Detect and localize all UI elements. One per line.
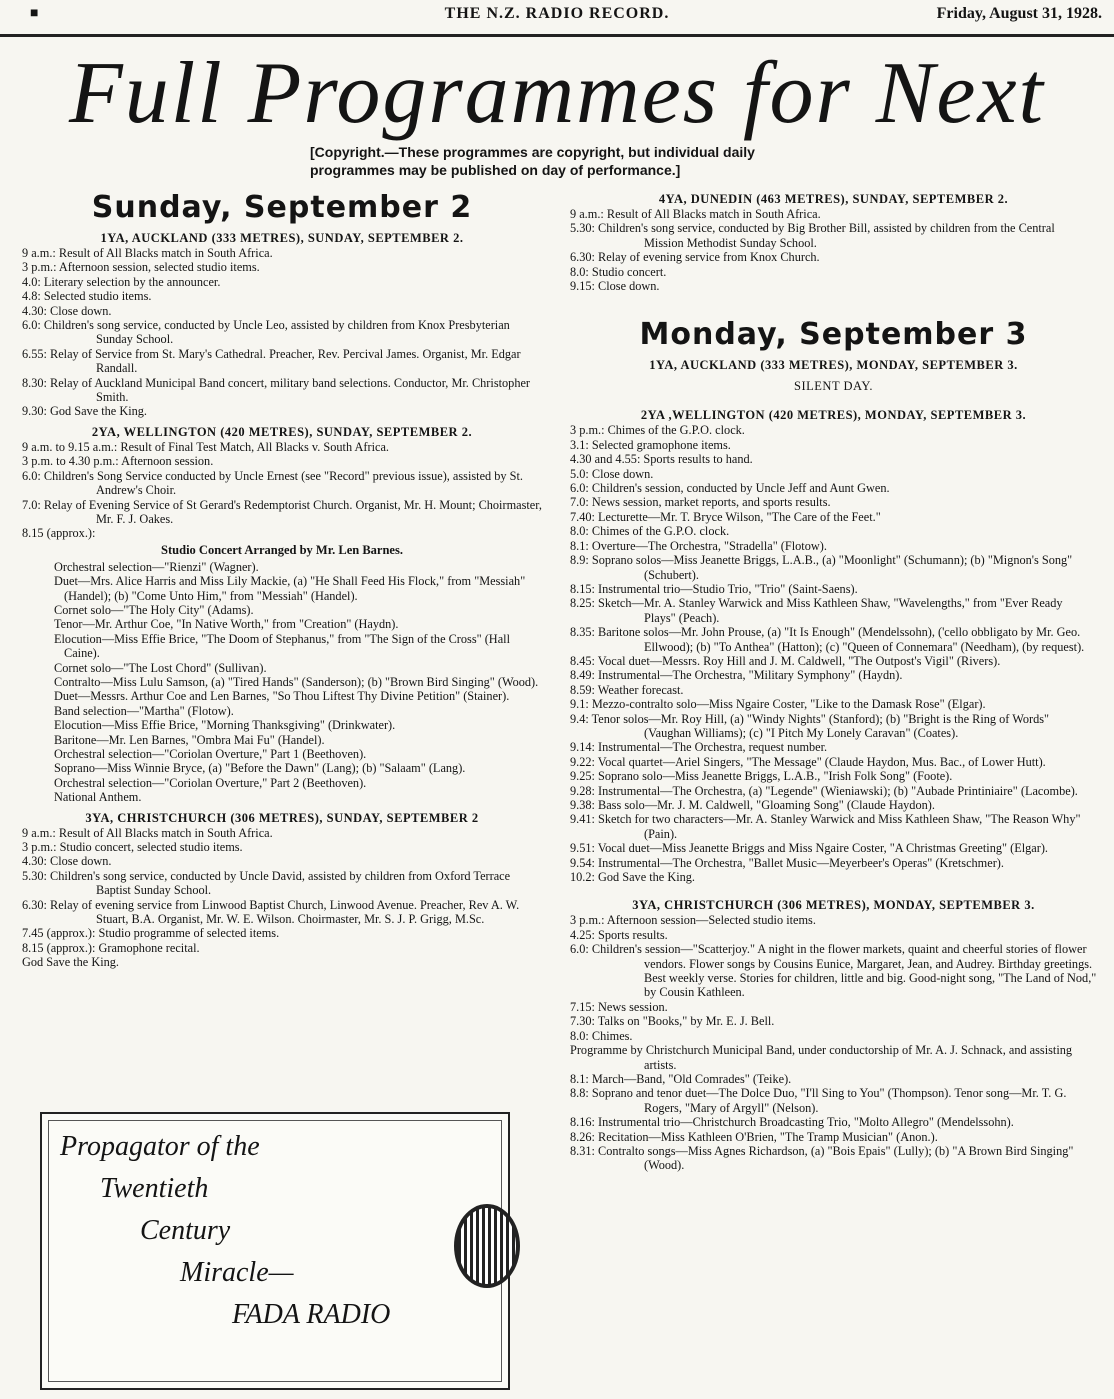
list-item: Elocution—Miss Effie Brice, "The Doom of Stephanus," from "The Sign of the Cross" (Hall Caine).	[54, 631, 510, 661]
list-3ya-monday	[570, 913, 1097, 1172]
list-item: 9.15: Close down.	[570, 279, 660, 294]
ad-line: Propagator of the	[60, 1131, 260, 1162]
list-3ya-sunday	[22, 826, 542, 970]
list-item: 6.0: Children's session, conducted by Uncle Jeff and Aunt Gwen.	[570, 481, 890, 496]
copyright-notice: [Copyright.—These programmes are copyright, but individual daily programmes may be published on day of performance.]	[310, 144, 755, 178]
station-3ya-monday: 3YA, CHRISTCHURCH (306 METRES), MONDAY, SEPTEMBER 3.	[632, 898, 1035, 913]
list-item: 4.0: Literary selection by the announcer.	[22, 274, 221, 289]
list-item: 8.26: Recitation—Miss Kathleen O'Brien, "The Tramp Musician" (Anon.).	[570, 1129, 938, 1144]
monday-heading: Monday, September 3	[639, 317, 1028, 353]
list-item: 3.1: Selected gramophone items.	[570, 437, 731, 452]
list-item: 7.30: Talks on "Books," by Mr. E. J. Bell.	[570, 1014, 775, 1029]
list-item: Programme by Christchurch Municipal Band, under conductorship of Mr. A. J. Schnack, and assisting artists.	[570, 1043, 1073, 1072]
list-item: 4.30 and 4.55: Sports results to hand.	[570, 452, 753, 467]
list-item: 8.25: Sketch—Mr. A. Stanley Warwick and Miss Kathleen Shaw, "Wavelengths," from "Ever Ready Plays" (Peach).	[570, 596, 1063, 625]
list-item: Baritone—Mr. Len Barnes, "Ombra Mai Fu" (Handel).	[54, 732, 325, 747]
list-item: 7.0: Relay of Evening Service of St Gerard's Redemptorist Church. Organist, Mr. H. Mount; Choirmaster, Mr. F. J. Oakes.	[22, 497, 542, 526]
list-item: 4.25: Sports results.	[570, 927, 668, 942]
list-item: 8.31: Contralto songs—Miss Agnes Richardson, (a) "Bois Epais" (Lully); (b) "A Brown Bird Singing" (Wood).	[570, 1143, 1074, 1173]
studio-concert-list	[22, 560, 542, 805]
list-item: 7.0: News session, market reports, and sports results.	[570, 495, 831, 510]
list-item: 8.0: Chimes.	[570, 1028, 633, 1043]
list-item: 8.49: Instrumental—The Orchestra, "Military Symphony" (Haydn).	[570, 668, 903, 683]
list-item: Duet—Mrs. Alice Harris and Miss Lily Mackie, (a) "He Shall Feed His Flock," from "Messiah" (Handel); (b) "Come Unto Him," from "Messiah" (Handel).	[54, 574, 526, 603]
studio-concert-heading: Studio Concert Arranged by Mr. Len Barnes.	[161, 542, 403, 557]
list-item: Duet—Messrs. Arthur Coe and Len Barnes, "So Thou Liftest Thy Divine Petition" (Stainer).	[54, 689, 510, 704]
station-1ya-sunday: 1YA, AUCKLAND (333 METRES), SUNDAY, SEPTEMBER 2.	[100, 231, 464, 245]
list-item: 9 a.m. to 9.15 a.m.: Result of Final Test Match, All Blacks v. South Africa.	[22, 439, 389, 454]
list-item: 8.0: Studio concert.	[570, 264, 667, 279]
masthead	[0, 0, 1114, 37]
list-item: 9.22: Vocal quartet—Ariel Singers, "The Message" (Claude Haydon, Mus. Bac., of Lower Hutt).	[570, 754, 1046, 769]
station-2ya-sunday: 2YA, WELLINGTON (420 METRES), SUNDAY, SEPTEMBER 2.	[91, 424, 473, 439]
list-item: 8.1: Overture—The Orchestra, "Stradella" (Flotow).	[570, 538, 827, 553]
list-item: Tenor—Mr. Arthur Coe, "In Native Worth," from "Creation" (Haydn).	[54, 617, 399, 632]
sunday-heading: Sunday, September 2	[91, 190, 473, 225]
list-item: 8.9: Soprano solos—Miss Jeanette Briggs, L.A.B., (a) "Moonlight" (Schumann); (b) "Mignon's Song" (Schubert).	[570, 553, 1073, 582]
publication-name: THE N.Z. RADIO RECORD.	[444, 5, 670, 22]
list-item: 9.28: Instrumental—The Orchestra, (a) "Legende" (Wieniawski); (b) "Aubade Printiniaire" (Lacombe).	[570, 783, 1078, 798]
fada-radio-advertisement	[40, 1112, 510, 1390]
list-2ya-sunday	[22, 440, 542, 541]
ad-line: Miracle—	[180, 1257, 294, 1288]
station-1ya-monday: 1YA, AUCKLAND (333 METRES), MONDAY, SEPTEMBER 3.	[649, 358, 1018, 373]
list-item: 9.4: Tenor solos—Mr. Roy Hill, (a) "Windy Nights" (Stanford); (b) "Bright is the Ring of Words" (Vaughan Williams); (c) "I Pitch My Lonely Caravan" (Coates).	[570, 711, 1050, 740]
list-item: 8.15: Instrumental trio—Studio Trio, "Trio" (Saint-Saens).	[570, 581, 858, 596]
list-item: National Anthem.	[54, 790, 142, 805]
ad-line: FADA RADIO	[232, 1299, 391, 1330]
list-item: 9 a.m.: Result of All Blacks match in South Africa.	[22, 825, 273, 840]
list-item: Elocution—Miss Effie Brice, "Morning Thanksgiving" (Drinkwater).	[54, 718, 396, 733]
list-item: 6.30: Relay of evening service from Knox Church.	[570, 250, 820, 265]
list-item: 9.41: Sketch for two characters—Mr. A. Stanley Warwick and Miss Kathleen Shaw, "The Reason Why" (Pain).	[570, 812, 1081, 841]
list-item: 8.8: Soprano and tenor duet—The Dolce Duo, "I'll Sing to You" (Thompson). Tenor song—Mr. T. G. Rogers, "Mary of Argyll" (Nelson).	[570, 1086, 1067, 1115]
station-4ya-sunday: 4YA, DUNEDIN (463 METRES), SUNDAY, SEPTEMBER 2.	[658, 192, 1009, 206]
list-item: 6.55: Relay of Service from St. Mary's Cathedral. Preacher, Rev. Percival James. Organist, Mr. Edgar Randall.	[22, 346, 521, 376]
list-item: 6.0: Children's session—"Scatterjoy." A night in the flower markets, quaint and cheerful stories of flower vendors. Flower songs by Cousins Eunice, Margaret, Jean, and Audrey. Birthday greetings. Best weekly verse. Stories for children, little and big. Good-night song, "The Land of Nod," by Cousin Kathleen.	[570, 942, 1097, 1000]
list-2ya-monday	[570, 423, 1097, 884]
list-item: 9.54: Instrumental—The Orchestra, "Ballet Music—Meyerbeer's Operas" (Kretschmer).	[570, 855, 1004, 870]
list-item: Band selection—"Martha" (Flotow).	[54, 703, 234, 718]
list-item: 3 p.m.: Chimes of the G.P.O. clock.	[570, 423, 745, 438]
list-item: Cornet solo—"The Holy City" (Adams).	[54, 602, 254, 617]
list-item: 8.35: Baritone solos—Mr. John Prouse, (a) "It Is Enough" (Mendelssohn), ('cello obbligato by Mr. Geo. Ellwood); (b) "To Anthea" (Hatton); (c) "Queen of Connemara" (Needham), (by request).	[570, 625, 1085, 654]
list-item: 3 p.m.: Studio concert, selected studio items.	[22, 840, 243, 855]
list-item: 4.30: Close down.	[22, 303, 112, 318]
list-item: 4.30: Close down.	[22, 854, 112, 869]
masthead-mark: ■	[30, 6, 39, 21]
list-item: 8.15 (approx.):	[22, 526, 96, 541]
list-item: 9.30: God Save the King.	[22, 404, 148, 419]
list-item: God Save the King.	[22, 955, 119, 970]
ad-line: Twentieth	[100, 1173, 209, 1204]
list-item: 6.30: Relay of evening service from Linwood Baptist Church, Linwood Avenue. Preacher, Rev A. W. Stuart, B.A. Organist, Mr. W. E. Wilson. Choirmaster, Mr. S. J. P. Grigg, M.Sc.	[22, 897, 520, 927]
list-1ya-sunday	[22, 246, 542, 419]
list-item: 9 a.m.: Result of All Blacks match in South Africa.	[570, 207, 821, 221]
list-item: 7.45 (approx.): Studio programme of selected items.	[22, 926, 280, 941]
station-2ya-monday: 2YA ,WELLINGTON (420 METRES), MONDAY, SEPTEMBER 3.	[640, 408, 1027, 423]
list-item: 8.30: Relay of Auckland Municipal Band concert, military band selections. Conductor, Mr. Christopher Smith.	[22, 375, 531, 405]
list-item: 10.2: God Save the King.	[570, 870, 696, 885]
list-item: 9.25: Soprano solo—Miss Jeanette Briggs, L.A.B., "Irish Folk Song" (Foote).	[570, 769, 953, 784]
list-4ya-sunday	[570, 207, 1097, 293]
list-item: 9.38: Bass solo—Mr. J. M. Caldwell, "Gloaming Song" (Claude Haydon).	[570, 798, 935, 812]
list-item: 8.45: Vocal duet—Messrs. Roy Hill and J. M. Caldwell, "The Outpost's Vigil" (Rivers).	[570, 653, 1001, 668]
right-column	[570, 190, 1097, 1173]
issue-date: Friday, August 31, 1928.	[936, 5, 1102, 22]
list-item: Orchestral selection—"Rienzi" (Wagner).	[54, 559, 259, 574]
list-item: 7.15: News session.	[570, 999, 668, 1014]
list-item: 8.0: Chimes of the G.P.O. clock.	[570, 524, 730, 539]
station-3ya-sunday: 3YA, CHRISTCHURCH (306 METRES), SUNDAY, SEPTEMBER 2	[85, 810, 479, 825]
list-item: 3 p.m. to 4.30 p.m.: Afternoon session.	[22, 454, 214, 469]
list-item: 6.0: Children's song service, conducted by Uncle Leo, assisted by children from Knox Presbyterian Sunday School.	[22, 318, 510, 347]
list-item: Orchestral selection—"Coriolan Overture," Part 2 (Beethoven).	[54, 775, 367, 790]
fada-logo-icon	[454, 1204, 520, 1288]
list-item: 7.40: Lecturette—Mr. T. Bryce Wilson, "The Care of the Feet."	[570, 509, 881, 524]
list-item: 9.1: Mezzo-contralto solo—Miss Ngaire Coster, "Like to the Damask Rose" (Elgar).	[570, 697, 986, 712]
list-item: 9.51: Vocal duet—Miss Jeanette Briggs and Miss Ngaire Coster, "A Christmas Greeting" (Elgar).	[570, 841, 1049, 856]
list-item: 6.0: Children's Song Service conducted by Uncle Ernest (see "Record" previous issue), assisted by St. Andrew's Choir.	[22, 468, 523, 498]
list-item: 5.30: Children's song service, conducted by Uncle David, assisted by children from Oxford Terrace Baptist Sunday School.	[22, 868, 511, 898]
list-item: 8.59: Weather forecast.	[570, 682, 684, 697]
left-column	[22, 190, 542, 970]
list-item: 3 p.m.: Afternoon session, selected studio items.	[22, 260, 260, 275]
list-item: 8.16: Instrumental trio—Christchurch Broadcasting Trio, "Molto Allegro" (Mendelssohn).	[570, 1115, 1014, 1130]
list-item: Contralto—Miss Lulu Samson, (a) "Tired Hands" (Sanderson); (b) "Brown Bird Singing" (Wood).	[54, 674, 539, 689]
list-item: 4.8: Selected studio items.	[22, 289, 152, 304]
list-item: Orchestral selection—"Coriolan Overture," Part 1 (Beethoven).	[54, 747, 367, 761]
list-item: 9 a.m.: Result of All Blacks match in South Africa.	[22, 246, 273, 260]
list-item: 3 p.m.: Afternoon session—Selected studio items.	[570, 913, 816, 928]
list-item: 5.0: Close down.	[570, 466, 654, 481]
list-item: 8.15 (approx.): Gramophone recital.	[22, 940, 200, 955]
list-item: 8.1: March—Band, "Old Comrades" (Teike).	[570, 1071, 792, 1086]
list-item: 9.14: Instrumental—The Orchestra, request number.	[570, 740, 828, 755]
silent-day-note: SILENT DAY.	[794, 379, 873, 394]
page-title: Full Programmes for Next	[69, 45, 1045, 142]
list-item: Soprano—Miss Winnie Bryce, (a) "Before the Dawn" (Lang); (b) "Salaam" (Lang).	[54, 761, 466, 776]
list-item: Cornet solo—"The Lost Chord" (Sullivan).	[54, 660, 267, 675]
list-item: 5.30: Children's song service, conducted by Big Brother Bill, assisted by children from the Central Mission Methodist Sunday School.	[570, 221, 1055, 250]
ad-line: Century	[140, 1215, 231, 1246]
